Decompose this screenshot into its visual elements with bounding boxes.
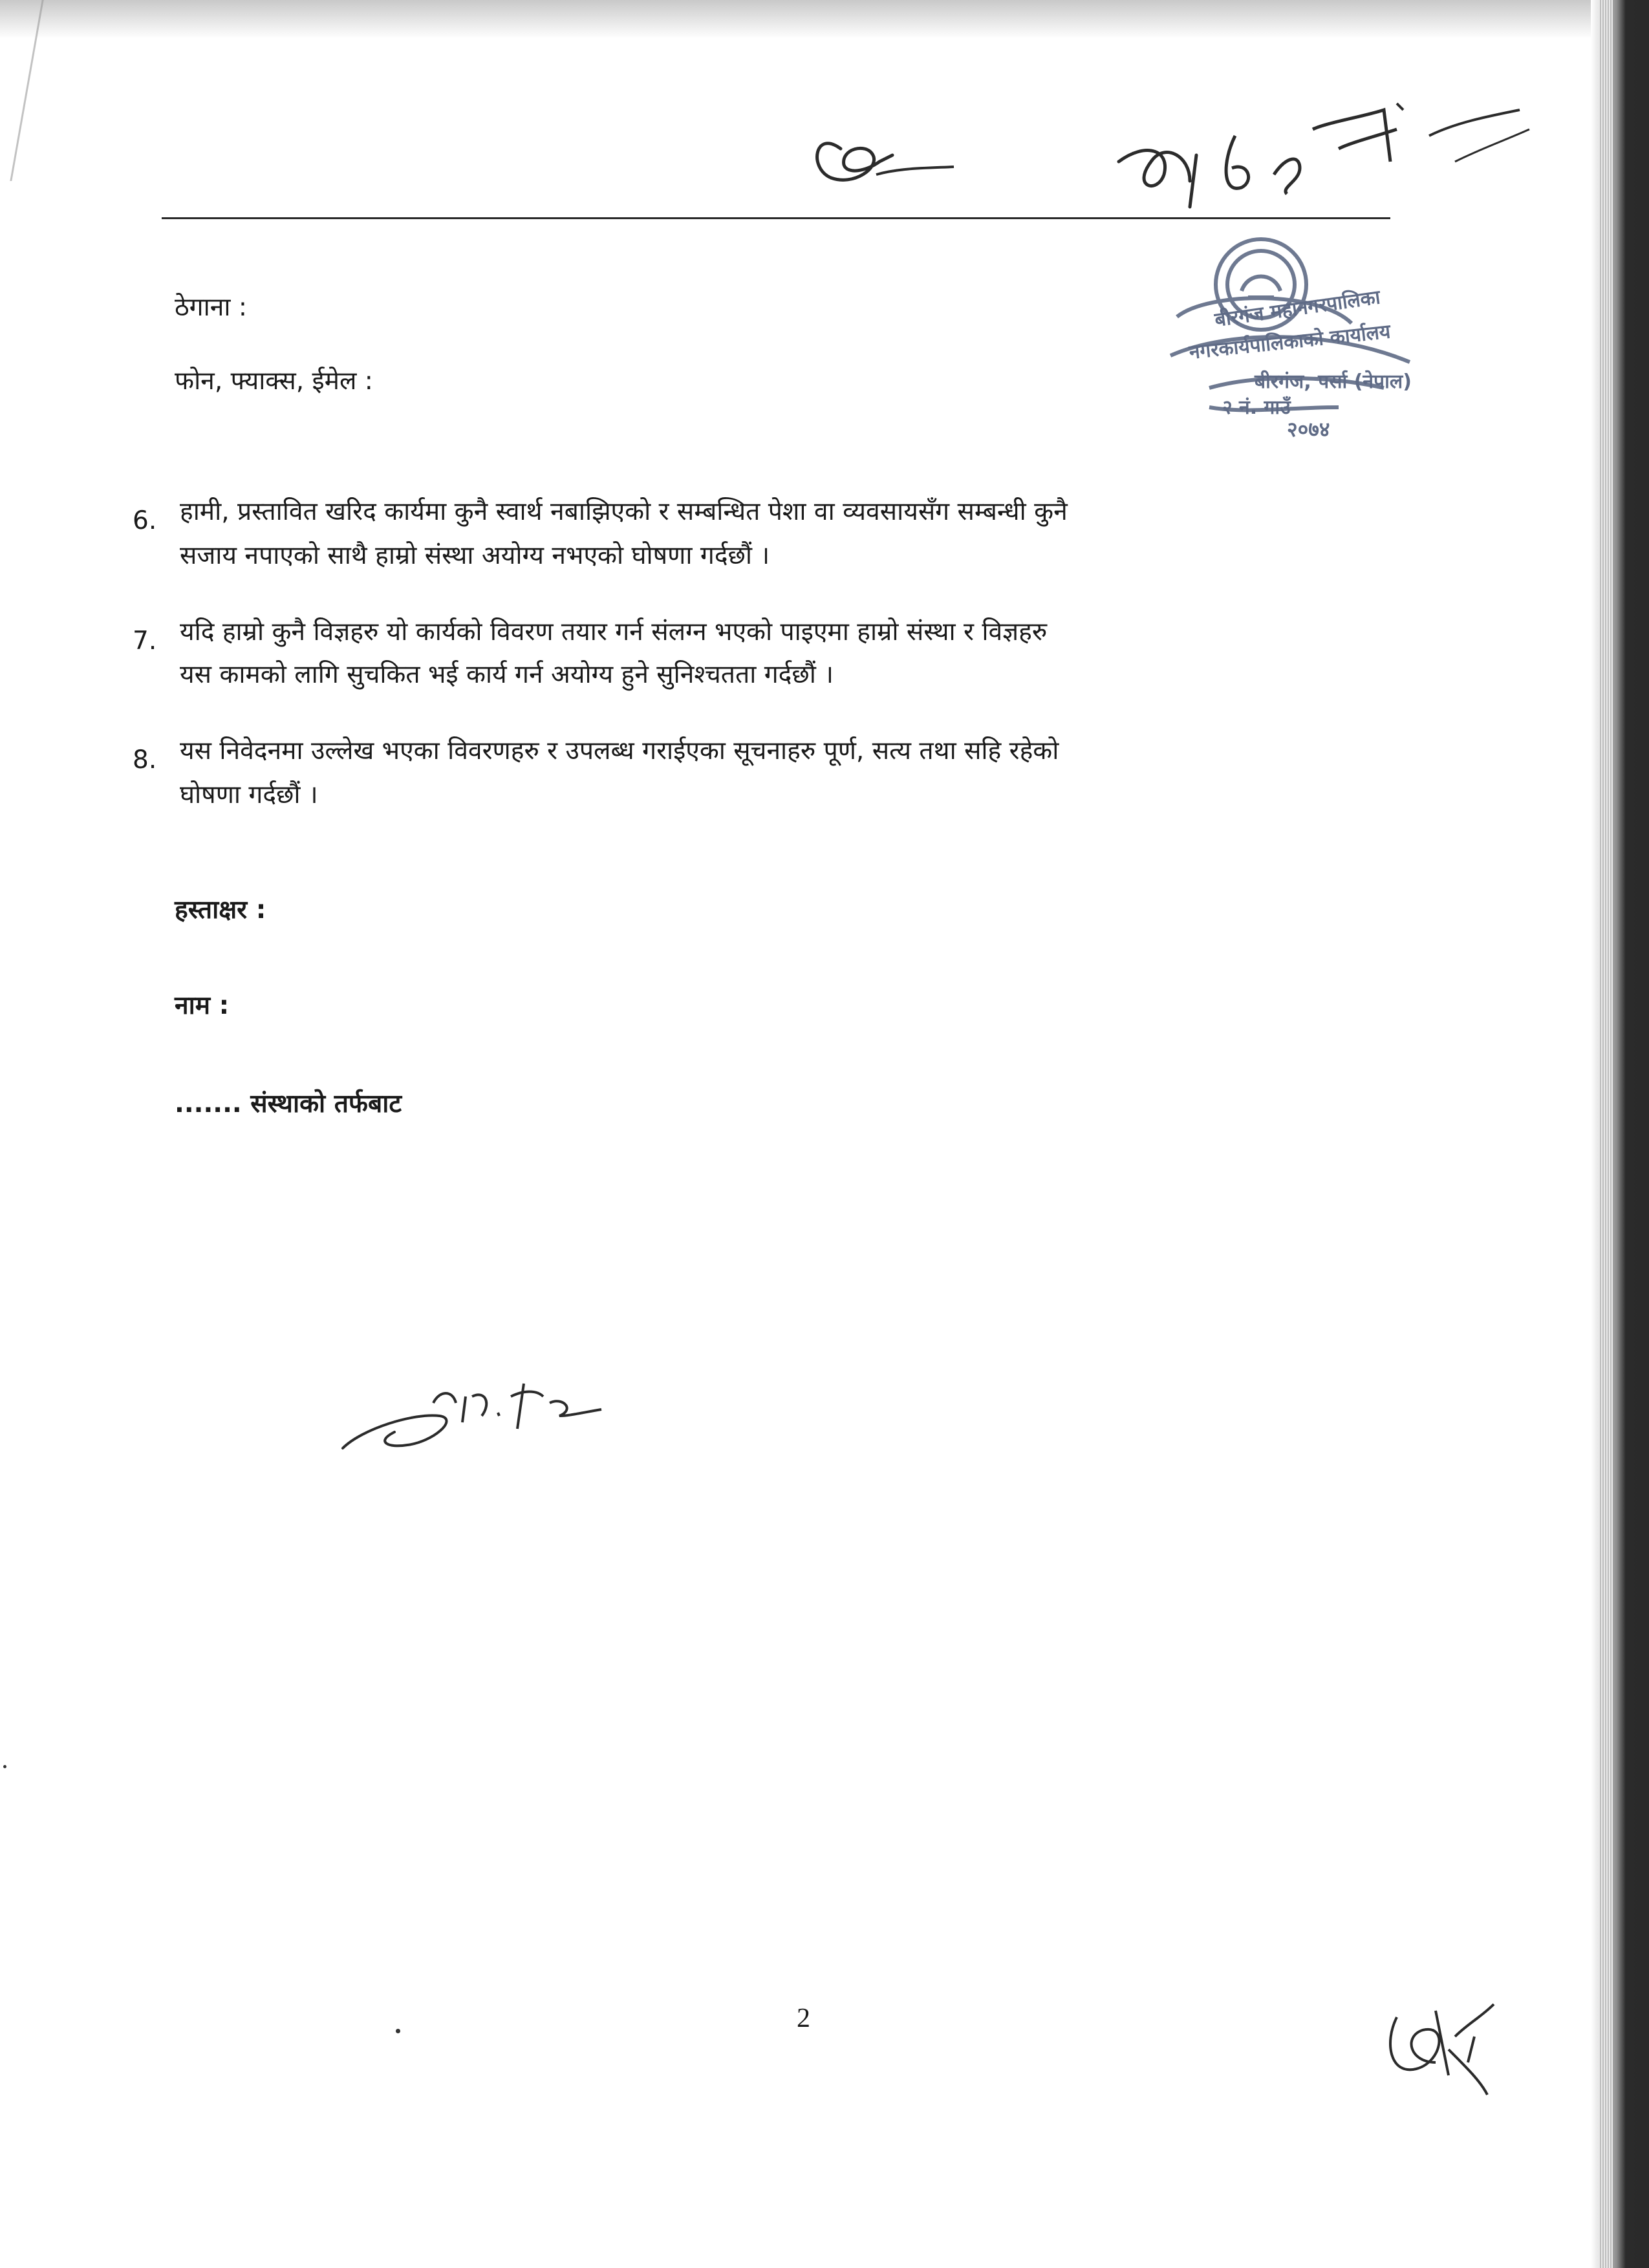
declaration-line: यदि हाम्रो कुनै विज्ञहरु यो कार्यको विवरण तयार गर्न संलग्न भएको पाइएमा हाम्रो संस्था र विज्ञहरु xyxy=(180,617,1048,647)
name-label: नाम : xyxy=(175,991,230,1020)
header-rule xyxy=(162,217,1390,219)
page-number: 2 xyxy=(797,2004,810,2033)
office-stamp xyxy=(1138,213,1449,459)
scan-speck xyxy=(396,2029,400,2033)
declaration-line: सजाय नपाएको साथै हाम्रो संस्था अयोग्य नभएको घोषणा गर्दछौं । xyxy=(180,541,770,570)
declaration-number: 8. xyxy=(133,745,157,775)
svg-text:२ नं. गाउँ: २ नं. गाउँ xyxy=(1222,396,1291,419)
signature-label: हस्ताक्षर : xyxy=(175,895,266,925)
declaration-number: 7. xyxy=(133,626,157,656)
declaration-line: हामी, प्रस्तावित खरिद कार्यमा कुनै स्वार्थ नबाझिएको र सम्बन्धित पेशा वा व्यवसायसँग सम्बन्धी कुनै xyxy=(180,497,1068,526)
address-label: ठेगाना : xyxy=(175,293,247,322)
handwritten-signature-top-right xyxy=(1093,84,1533,252)
contact-label: फोन, फ्याक्स, ईमेल : xyxy=(175,367,373,396)
svg-text:नगरकार्यपालिकाको कार्यालय: नगरकार्यपालिकाको कार्यालय xyxy=(1188,320,1392,364)
svg-text:बीरगंज, पर्सा (नेपाल): बीरगंज, पर्सा (नेपाल) xyxy=(1255,370,1412,393)
scan-shadow xyxy=(0,0,1649,39)
handwritten-initials-top xyxy=(802,103,957,194)
declaration-line: घोषणा गर्दछौं । xyxy=(180,780,318,809)
svg-text:२०७४: २०७४ xyxy=(1287,417,1330,442)
handwritten-signature-middle xyxy=(336,1351,621,1461)
svg-text:बीरगंज महानगरपालिका: बीरगंज महानगरपालिका xyxy=(1213,286,1382,332)
stamp-seal-graphic xyxy=(1138,213,1449,459)
on-behalf-label: ....... संस्थाको तर्फबाट xyxy=(175,1089,402,1118)
declaration-number: 6. xyxy=(133,506,157,535)
declaration-line: यस निवेदनमा उल्लेख भएका विवरणहरु र उपलब्ध गराईएका सूचनाहरु पूर्ण, सत्य तथा सहि रहेको xyxy=(180,736,1059,765)
declaration-line: यस कामको लागि सुचकित भई कार्य गर्न अयोग्य हुने सुनिश्चतता गर्दछौं । xyxy=(180,660,834,689)
scan-page-edge xyxy=(1591,0,1649,2268)
handwritten-initials-bottom xyxy=(1371,1978,1500,2101)
scan-speck xyxy=(3,1765,6,1768)
